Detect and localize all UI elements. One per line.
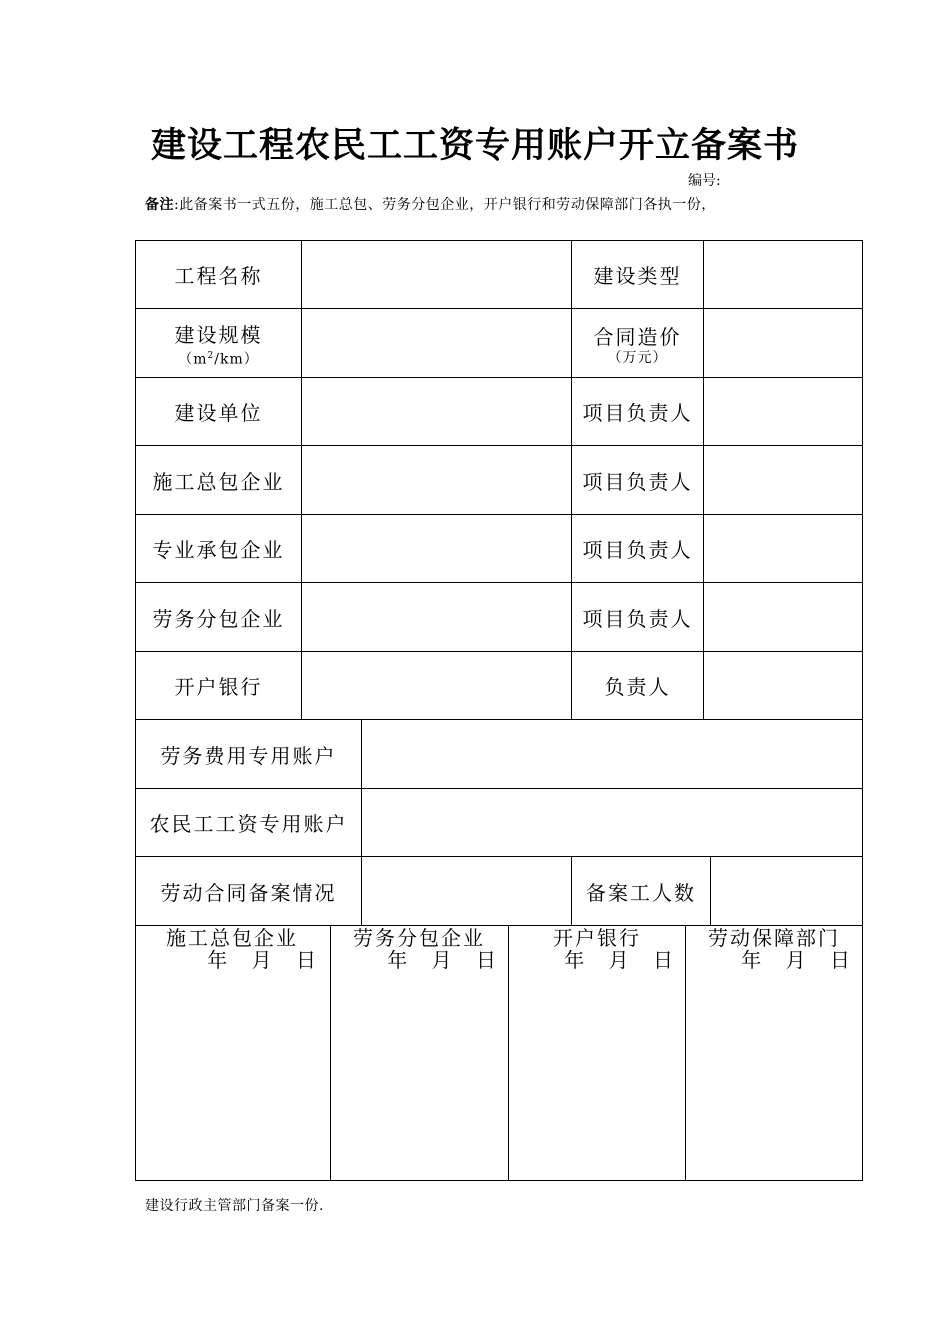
field-construction-type[interactable]: [704, 241, 862, 308]
construction-scale-text: 建设规模: [174, 322, 263, 347]
note-text: :此备案书一式五份，施工总包、劳务分包企业，开户银行和劳动保障部门各执一份，: [174, 197, 716, 213]
label-wage-account: 农民工工资专用账户: [149, 812, 348, 836]
unit-suffix: /km）: [214, 351, 259, 368]
label-project-name: 工程名称: [174, 264, 263, 288]
form-title: 建设工程农民工工资专用账户开立备案书: [150, 125, 799, 166]
label-specialty-contractor: 专业承包企业: [152, 538, 285, 562]
field-labor-fee-account[interactable]: [362, 720, 862, 788]
label-filed-worker-count: 备案工人数: [586, 880, 696, 905]
field-labor-subcontractor[interactable]: [302, 583, 571, 651]
label-builder: 建设单位: [174, 401, 263, 425]
signature-org: 施工总包企业: [166, 926, 298, 950]
label-construction-scale: [136, 309, 301, 377]
signature-org: 劳动保障部门: [708, 926, 840, 950]
field-specialty-contractor[interactable]: [302, 515, 571, 582]
label-construction-type: 建设类型: [593, 264, 682, 288]
field-general-contractor[interactable]: [302, 446, 571, 514]
signature-block-general-contractor[interactable]: [136, 927, 330, 1180]
label-labor-subcontractor: 劳务分包企业: [152, 606, 285, 631]
signature-date: 年 月 日: [387, 948, 496, 972]
label-project-lead: 项目负责人: [582, 538, 693, 562]
signature-date: 年 月 日: [741, 948, 850, 972]
serial-number-label: 编号:: [688, 173, 721, 189]
signature-block-bank[interactable]: [509, 927, 685, 1180]
footer-note: 建设行政主管部门备案一份.: [145, 1198, 324, 1214]
table-border-right: [862, 240, 863, 1181]
field-bank[interactable]: [302, 652, 571, 719]
field-labor-contract-filing[interactable]: [362, 857, 571, 925]
field-project-lead[interactable]: [704, 583, 862, 651]
contract-price-text: 合同造价: [593, 324, 682, 349]
unit-prefix: （m: [178, 351, 208, 368]
label-general-contractor: 施工总包企业: [152, 469, 285, 494]
field-project-name[interactable]: [302, 241, 571, 308]
field-construction-scale[interactable]: [302, 309, 571, 377]
label-bank-lead: 负责人: [604, 675, 671, 699]
signature-date: 年 月 日: [564, 948, 673, 972]
contract-price-unit: （万元）: [607, 349, 668, 366]
construction-scale-unit: [178, 348, 259, 368]
field-contract-price[interactable]: [704, 309, 862, 377]
unit-superscript: 2: [207, 350, 215, 361]
label-labor-fee-account: 劳务费用专用账户: [160, 743, 337, 768]
note: [145, 194, 716, 214]
signature-org: 开户银行: [553, 926, 641, 950]
signature-org: 劳务分包企业: [353, 926, 485, 950]
label-contract-price: [572, 309, 703, 377]
field-project-lead[interactable]: [704, 515, 862, 582]
table-border-bottom: [135, 1180, 863, 1181]
field-builder[interactable]: [302, 378, 571, 445]
note-label: 备注: [145, 197, 174, 213]
label-project-lead: 项目负责人: [582, 401, 693, 425]
field-filed-worker-count[interactable]: [711, 857, 862, 925]
field-project-lead[interactable]: [704, 378, 862, 445]
label-bank: 开户银行: [174, 675, 263, 699]
label-project-lead: 项目负责人: [582, 606, 693, 631]
field-wage-account[interactable]: [362, 789, 862, 856]
signature-block-labor-department[interactable]: [686, 927, 862, 1180]
signature-date: 年 月 日: [207, 948, 316, 972]
label-labor-contract-filing: 劳动合同备案情况: [160, 880, 337, 905]
field-project-lead[interactable]: [704, 446, 862, 514]
signature-block-labor-subcontractor[interactable]: [331, 927, 508, 1180]
field-bank-lead[interactable]: [704, 652, 862, 719]
label-project-lead: 项目负责人: [582, 469, 693, 494]
